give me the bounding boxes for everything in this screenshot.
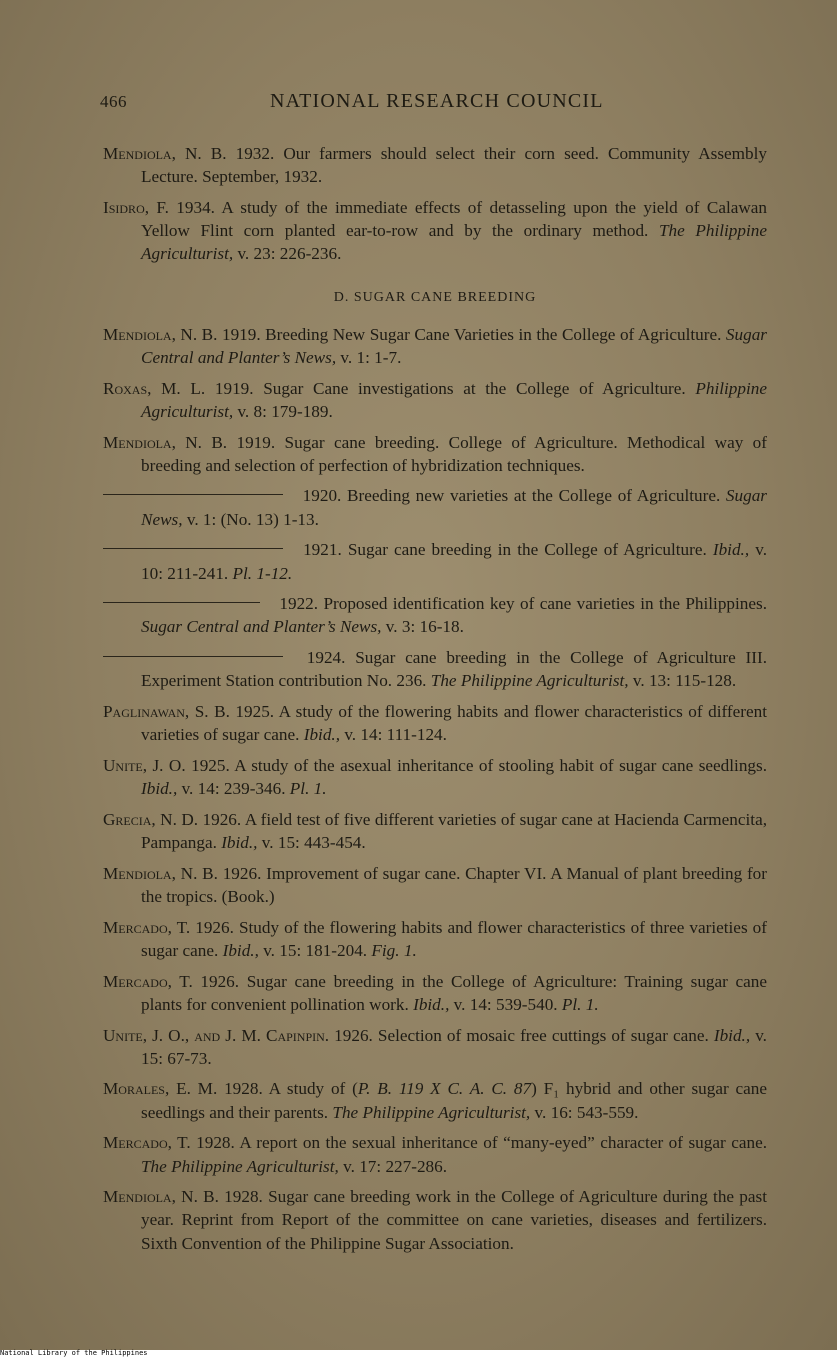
bibliography-entry — [103, 592, 767, 638]
entry-citation: Pl. 1-12. — [232, 563, 293, 583]
entry-citation: Ibid., — [303, 725, 341, 745]
entry-author: Unite, J. O., and J. M. Capinpin. — [103, 1025, 330, 1045]
entry-text: 1925. A study of the asexual inheritance of stooling habit of sugar cane seedlings. — [185, 755, 767, 775]
entries-sugar-cane — [103, 323, 767, 1255]
entry-author: Unite, J. O. — [103, 755, 186, 775]
entry-text: 1926. Study of the flowering habits and flower characteristics of three varieties of sugar cane. — [141, 917, 767, 960]
entry-citation: Ibid., — [713, 1025, 751, 1045]
entry-text: 1921. Sugar cane breeding in the College of Agriculture. — [297, 540, 713, 560]
entry-text: ) F₁ hybrid and other sugar cane seedlings and their parents. — [141, 1079, 767, 1122]
entry-text: 1926. A field test of five different varieties of sugar cane at Hacienda Carmencita, Pampanga. — [141, 809, 767, 853]
bibliography-entry — [103, 1131, 767, 1177]
entry-text: 1919. Breeding New Sugar Cane Varieties in the College of Agriculture. — [217, 324, 726, 344]
bibliography-entry — [103, 142, 767, 188]
entry-text: v. 17: 227-286. — [338, 1156, 448, 1176]
entry-author: Grecia, N. D. — [103, 809, 199, 829]
entry-text: 1919. Sugar Cane investigations at the College of Agriculture. — [205, 378, 696, 398]
entry-author: Morales, E. M. — [103, 1079, 218, 1099]
bibliography-entry — [103, 916, 767, 962]
entry-citation: P. B. 119 X C. A. C. 87 — [357, 1079, 532, 1099]
entry-text: 1926. Improvement of sugar cane. Chapter VI. A Manual of plant breeding for the tropics. (Book.) — [141, 863, 767, 906]
entry-author: Paglinawan, S. B. — [103, 702, 230, 722]
entry-citation: Pl. 1. — [561, 994, 599, 1014]
ditto-dash — [103, 602, 260, 603]
bibliography-entry — [103, 538, 767, 584]
entry-citation: The Philippine Agriculturist, — [332, 1102, 531, 1122]
bibliography-entry — [103, 323, 767, 369]
bibliography-entry — [103, 970, 767, 1016]
entry-text: v. 14: 239-346. — [177, 779, 290, 799]
entry-text: 1922. Proposed identification key of cane varieties in the Philippines. — [274, 594, 767, 614]
page-number: 466 — [100, 92, 127, 111]
entry-citation: The Philippine Agriculturist, — [430, 671, 629, 691]
bibliography — [103, 142, 767, 1262]
entry-text: 1919. Sugar cane breeding. College of Agriculture. Methodical way of breeding and selection of perfection of hybridization techniques. — [141, 432, 767, 475]
entry-text: 1920. Breeding new varieties at the College of Agriculture. — [297, 486, 726, 506]
entry-text: v. 15: 443-454. — [257, 833, 366, 853]
entry-citation: The Philippine Agriculturist, — [141, 1156, 339, 1176]
entry-text: v. 1: (No. 13) 1-13. — [182, 509, 319, 529]
entry-citation: Pl. 1. — [289, 779, 327, 799]
entry-author: Mercado, T. — [103, 917, 191, 937]
bibliography-entry — [103, 808, 767, 854]
entry-text: 1926. Selection of mosaic free cuttings of sugar cane. — [329, 1025, 714, 1045]
bibliography-entry — [103, 377, 767, 423]
footer-credit: National Library of the Philippines — [0, 1349, 148, 1357]
entry-citation: The Philippine Agriculturist, — [141, 221, 767, 264]
entry-text: v. 15: 67-73. — [141, 1025, 767, 1068]
entry-text: 1924. Sugar cane breeding in the College of Agriculture III. Experiment Station contribution No. 236. — [141, 648, 767, 691]
entry-citation: Ibid., — [141, 779, 178, 799]
entry-citation: Fig. 1. — [371, 940, 417, 960]
entry-text: 1928. A study of ( — [217, 1079, 358, 1099]
bibliography-entry — [103, 754, 767, 800]
bibliography-entry — [103, 700, 767, 746]
entry-author: Mercado, T. — [103, 1133, 191, 1153]
running-title: NATIONAL RESEARCH COUNCIL — [270, 90, 604, 112]
entry-text: v. 14: 539-540. — [449, 994, 562, 1014]
entry-text: v. 13: 115-128. — [628, 671, 737, 691]
bibliography-entry — [103, 196, 767, 266]
entry-text: 1925. A study of the flowering habits and flower characteristics of different varieties of sugar cane. — [141, 702, 767, 745]
entry-text: 1934. A study of the immediate effects of detasseling upon the yield of Calawan Yellow Flint corn planted ear-to-row and by the ordinary method. — [141, 197, 767, 241]
entry-citation: Sugar News, — [141, 486, 767, 529]
entry-citation: Ibid., — [222, 940, 259, 960]
bibliography-entry — [103, 1077, 767, 1123]
entry-text: v. 3: 16-18. — [381, 617, 464, 637]
entry-author: Mendiola, N. B. — [103, 1187, 219, 1207]
entry-text: v. 15: 181-204. — [258, 940, 372, 960]
entry-citation: Sugar Central and Planter’s News, — [141, 617, 382, 637]
bibliography-entry — [103, 862, 767, 908]
entry-author: Mercado, T. — [103, 971, 193, 991]
entry-citation: Ibid., — [221, 833, 258, 853]
entry-author: Roxas, M. L. — [103, 378, 206, 398]
bibliography-entry — [103, 1185, 767, 1255]
entry-text: v. 8: 179-189. — [233, 401, 333, 421]
entry-author: Isidro, F. — [103, 197, 169, 217]
entry-text: v. 23: 226-236. — [233, 244, 342, 264]
entry-text: 1928. A report on the sexual inheritance of “many-eyed” character of sugar cane. — [190, 1133, 767, 1153]
entry-author: Mendiola, N. B. — [103, 863, 218, 883]
ditto-dash — [103, 656, 283, 657]
bibliography-entry — [103, 484, 767, 530]
bibliography-entry — [103, 646, 767, 692]
ditto-dash — [103, 548, 283, 549]
entry-text: v. 14: 111-124. — [340, 725, 447, 745]
entry-author: Mendiola, N. B. — [103, 324, 218, 344]
entry-text: v. 16: 543-559. — [530, 1102, 639, 1122]
entry-citation: Ibid., — [712, 540, 750, 560]
entries-top — [103, 142, 767, 266]
entry-citation: Ibid., — [413, 994, 450, 1014]
entry-text: v. 10: 211-241. — [141, 540, 767, 583]
page-header — [100, 90, 760, 120]
entry-author: Mendiola, N. B. — [103, 144, 227, 163]
entry-text: 1928. Sugar cane breeding work in the College of Agriculture during the past year. Reprint from Report of the committee on cane varieties, diseases and fertilizers. Sixth Convention of the Philippine Sugar Association. — [141, 1187, 767, 1253]
entry-text: 1926. Sugar cane breeding in the College of Agriculture: Training sugar cane plants for convenient pollination work. — [141, 971, 767, 1014]
entry-text: 1932. Our farmers should select their corn seed. Community Assembly Lecture. September, 1932. — [141, 144, 767, 187]
entry-citation: Philippine Agriculturist, — [141, 378, 767, 421]
section-heading: D. SUGAR CANE BREEDING — [333, 289, 537, 305]
entry-text: v. 1: 1-7. — [336, 347, 402, 367]
bibliography-entry — [103, 431, 767, 477]
entry-author: Mendiola, N. B. — [103, 432, 228, 452]
entry-citation: Sugar Central and Planter’s News, — [141, 324, 767, 367]
bibliography-entry — [103, 1024, 767, 1070]
ditto-dash — [103, 494, 283, 495]
